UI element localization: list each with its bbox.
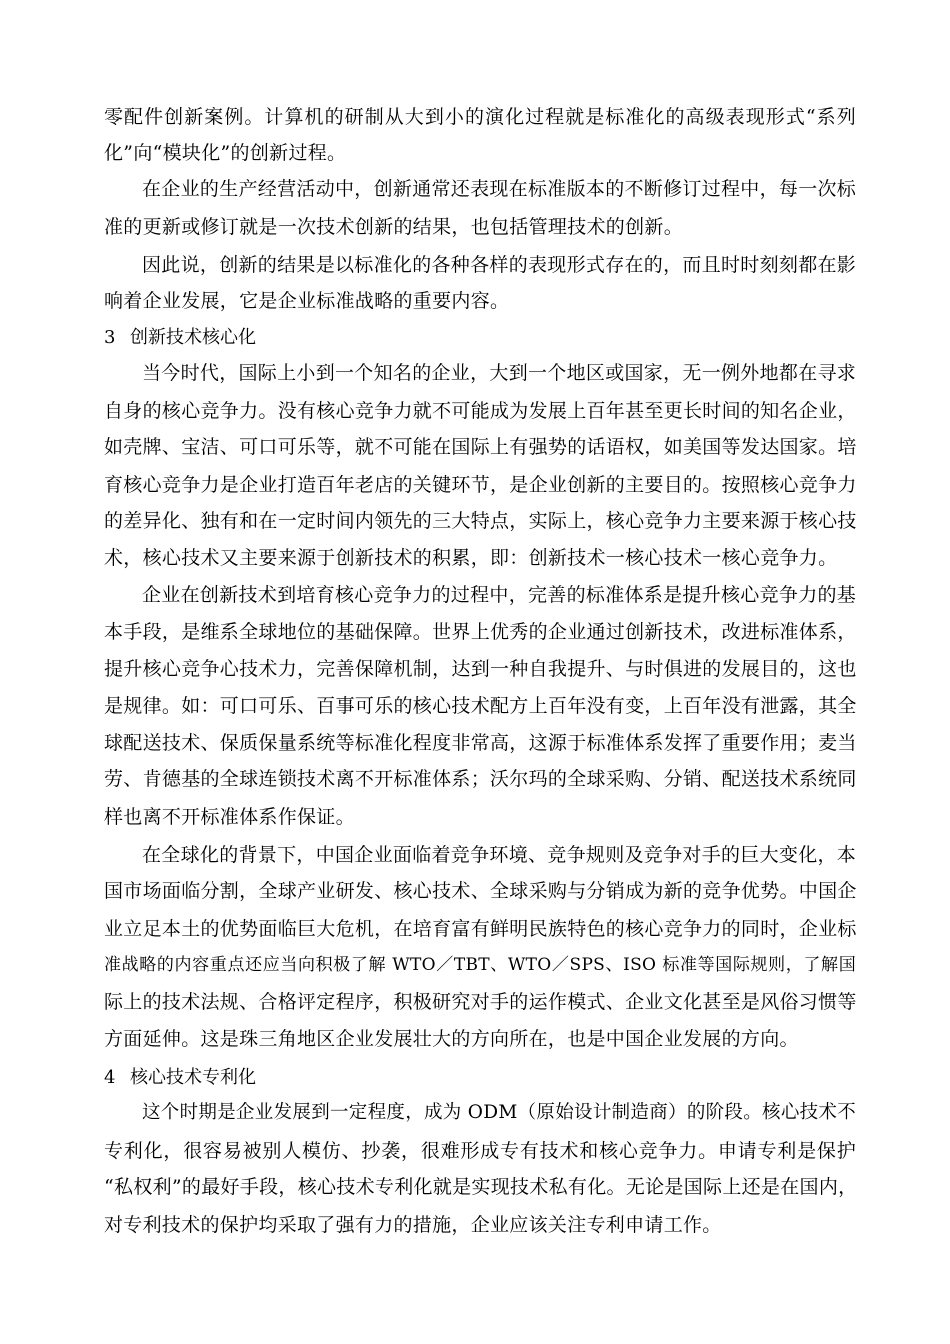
body-text-line: 的差异化、独有和在一定时间内领先的三大特点，实际上，核心竞争力主要来源于核心技 bbox=[104, 510, 857, 532]
body-text-line: 专利化，很容易被别人模仿、抄袭，很难形成专有技术和核心竞争力。申请专利是保护 bbox=[104, 1140, 856, 1162]
body-text-line: 育核心竞争力是企业打造百年老店的关键环节，是企业创新的主要目的。按照核心竞争力 bbox=[104, 474, 857, 496]
body-text-line: 零配件创新案例。计算机的研制从大到小的演化过程就是标准化的高级表现形式“系列 bbox=[104, 106, 856, 128]
body-text-line: 企业在创新技术到培育核心竞争力的过程中，完善的标准体系是提升核心竞争力的基 bbox=[142, 584, 857, 606]
body-text-line: “私权利”的最好手段，核心技术专利化就是实现技术私有化。无论是国际上还是在国内， bbox=[104, 1176, 858, 1198]
body-text-line: 本手段，是维系全球地位的基础保障。世界上优秀的企业通过创新技术，改进标准体系， bbox=[104, 621, 857, 643]
body-text-line: 在企业的生产经营活动中，创新通常还表现在标准版本的不断修订过程中，每一次标 bbox=[142, 178, 857, 200]
body-text-line: 劳、肯德基的全球连锁技术离不开标准体系；沃尔玛的全球采购、分销、配送技术系统同 bbox=[104, 768, 857, 790]
body-text-line: 业立足本土的优势面临巨大危机，在培育富有鲜明民族特色的核心竞争力的同时，企业标 bbox=[104, 918, 857, 940]
body-text-line: 是规律。如：可口可乐、百事可乐的核心技术配方上百年没有变，上百年没有泄露，其全 bbox=[104, 695, 857, 717]
body-text-line: 自身的核心竞争力。没有核心竞争力就不可能成为发展上百年甚至更长时间的知名企业， bbox=[104, 400, 857, 422]
body-text-line: 当今时代，国际上小到一个知名的企业，大到一个地区或国家，无一例外地都在寻求 bbox=[142, 362, 857, 384]
section-number: 3 bbox=[104, 327, 116, 348]
body-text-line: 准的更新或修订就是一次技术创新的结果，也包括管理技术的创新。 bbox=[104, 216, 684, 238]
body-text-line: 如壳牌、宝洁、可口可乐等，就不可能在国际上有强势的话语权，如美国等发达国家。培 bbox=[104, 436, 857, 458]
body-text-line: 因此说，创新的结果是以标准化的各种各样的表现形式存在的，而且时时刻刻都在影 bbox=[142, 254, 857, 276]
body-text-line: 化”向“模块化”的创新过程。 bbox=[104, 142, 347, 164]
section-heading bbox=[104, 1060, 256, 1096]
section-title: 核心技术专利化 bbox=[130, 1067, 256, 1088]
body-text-line: 这个时期是企业发展到一定程度，成为 ODM（原始设计制造商）的阶段。核心技术不 bbox=[142, 1102, 857, 1123]
section-title: 创新技术核心化 bbox=[130, 327, 256, 348]
body-text-line: 提升核心竞争心技术力，完善保障机制，达到一种自我提升、与时俱进的发展目的，这也 bbox=[104, 658, 857, 680]
section-heading bbox=[104, 320, 256, 356]
body-text-line: 球配送技术、保质保量系统等标准化程度非常高，这源于标准体系发挥了重要作用；麦当 bbox=[104, 732, 857, 754]
section-number: 4 bbox=[104, 1067, 116, 1088]
body-text-line: 对专利技术的保护均采取了强有力的措施，企业应该关注专利申请工作。 bbox=[104, 1214, 722, 1236]
body-text-line: 样也离不开标准体系作保证。 bbox=[104, 806, 355, 828]
body-text-line: 准战略的内容重点还应当向积极了解 WTO／TBT、WTO／SPS、ISO 标准等国际规则，了解国 bbox=[104, 955, 856, 975]
body-text-line: 际上的技术法规、合格评定程序，积极研究对手的运作模式、企业文化甚至是风俗习惯等 bbox=[104, 991, 857, 1013]
body-text-line: 在全球化的背景下，中国企业面临着竞争环境、竞争规则及竞争对手的巨大变化，本 bbox=[142, 844, 857, 866]
body-text-line: 响着企业发展，它是企业标准战略的重要内容。 bbox=[104, 290, 510, 312]
body-text-line: 国市场面临分割，全球产业研发、核心技术、全球采购与分销成为新的竞争优势。中国企 bbox=[104, 880, 857, 902]
body-text-line: 术，核心技术又主要来源于创新技术的积累，即：创新技术一核心技术一核心竞争力。 bbox=[104, 547, 838, 569]
body-text-line: 方面延伸。这是珠三角地区企业发展壮大的方向所在，也是中国企业发展的方向。 bbox=[104, 1028, 799, 1050]
